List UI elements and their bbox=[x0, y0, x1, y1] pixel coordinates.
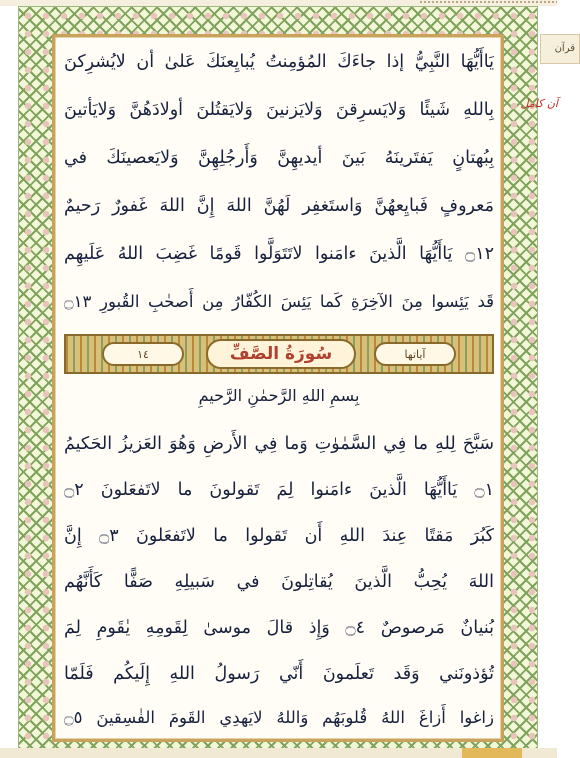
surah-title-banner bbox=[64, 334, 494, 374]
verse-line-6: قَد يَئِسوا مِنَ الآخِرَةِ كَما يَئِسَ الكُفّارُ مِن أَصحٰبِ القُبورِ ۝١٣ bbox=[64, 292, 494, 311]
surah-number: ١٤ bbox=[137, 347, 149, 361]
bismillah: بِسمِ اللهِ الرَّحمٰنِ الرَّحيمِ bbox=[198, 386, 360, 405]
verse-line-1: يَاأَيُّهَا النَّبِيُّ إذا جاءَكَ المُؤمِنتُ يُبايِعنَكَ عَلىٰ أن لايُشرِكنَ bbox=[64, 52, 494, 72]
surah-verses-box bbox=[374, 342, 456, 366]
verse-line-4: مَعروفٍ فَبايِعهُنَّ وَاستَغفِر لَهُنَّ اللهَ إِنَّ اللهَ غَفورٌ رَحيمٌ bbox=[64, 196, 494, 216]
verse-line-12: تُؤذونَني وَقَد تَعلَمونَ أَنّي رَسولُ اللهِ إِلَيكُم فَلَمّا bbox=[64, 664, 494, 684]
side-link-full-quran[interactable]: آن کامل bbox=[520, 97, 558, 110]
mushaf-page[interactable] bbox=[55, 37, 501, 739]
side-tab-quran[interactable]: قرآن bbox=[540, 34, 580, 64]
surah-name: سُورَةُ الصَّفِّ bbox=[229, 344, 333, 364]
verse-line-10: اللهَ يُحِبُّ الَّذينَ يُقاتِلونَ في سَبيلِهِ صَفًّا كَأَنَّهُم bbox=[64, 572, 494, 592]
verse-line-3: بِبُهتانٍ يَفتَرينَهُ بَينَ أيديهِنَّ وَأَرجُلِهِنَّ وَلايَعصينَكَ في bbox=[64, 148, 494, 168]
top-dotted-divider bbox=[420, 1, 557, 3]
bottom-accent-tab bbox=[462, 748, 522, 758]
surah-number-box bbox=[102, 342, 184, 366]
verse-line-7: سَبَّحَ لِلهِ ما فِي السَّمٰوٰتِ وَما فِي الأَرضِ وَهُوَ العَزيزُ الحَكيمُ bbox=[64, 434, 494, 454]
surah-verses-label: آیاتها bbox=[404, 347, 426, 361]
verse-line-11: بُنيانٌ مَرصوصٌ ۝٤ وَإِذ قالَ موسىٰ لِقَومِهِ يٰقَومِ لِمَ bbox=[64, 618, 495, 638]
verse-line-5: ۝١٢ يَاأَيُّهَا الَّذينَ ءامَنوا لاتَتَوَلَّوا قَومًا غَضِبَ اللهُ عَلَيهِم bbox=[64, 244, 494, 264]
verse-line-9: كَبُرَ مَقتًا عِندَ اللهِ أَن تَقولوا ما لاتَفعَلونَ ۝٣ إِنَّ bbox=[64, 526, 494, 546]
verse-line-8: ۝١ يَاأَيُّهَا الَّذينَ ءامَنوا لِمَ تَقولونَ ما لاتَفعَلونَ ۝٢ bbox=[64, 480, 494, 500]
surah-name-box bbox=[206, 339, 356, 369]
verse-line-13: زاغوا أَزاغَ اللهُ قُلوبَهُم وَاللهُ لايَهدِي القَومَ الفٰسِقينَ ۝٥ bbox=[64, 708, 494, 727]
verse-line-2: بِاللهِ شَيئًا وَلايَسرِقنَ وَلايَزنينَ وَلايَقتُلنَ أولادَهُنَّ وَلايَأتينَ bbox=[64, 100, 494, 120]
